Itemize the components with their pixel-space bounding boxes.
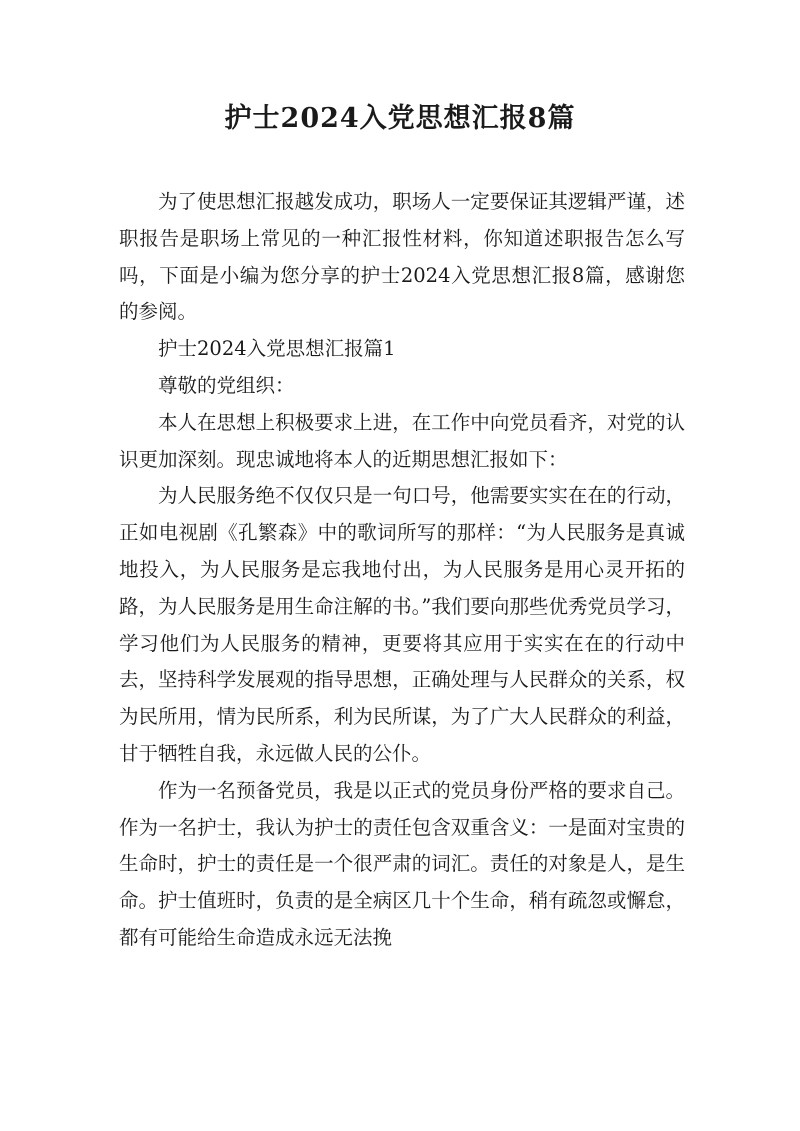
intro-paragraph: 为了使思想汇报越发成功，职场人一定要保证其逻辑严谨，述职报告是职场上常见的一种汇报性材料，你知道述职报告怎么写吗，下面是小编为您分享的护士2024入党思想汇报8篇，感谢您的参阅。 <box>119 190 685 324</box>
document-body <box>119 184 685 957</box>
body-paragraph: 本人在思想上积极要求上进，在工作中向党员看齐，对党的认识更加深刻。现忠诚地将本人的近期思想汇报如下： <box>119 410 685 471</box>
salutation: 尊敬的党组织： <box>158 373 295 397</box>
body-paragraph: 为人民服务绝不仅仅只是一句口号，他需要实实在在的行动，正如电视剧《孔繁森》中的歌词所写的那样：“为人民服务是真诚地投入，为人民服务是忘我地付出，为人民服务是用心灵开拓的路，为人民服务是用生命注解的书。”我们要向那些优秀党员学习，学习他们为人民服务的精神，更要将其应用于实实在在的行动中去，坚持科学发展观的指导思想，正确处理与人民群众的关系，权为民所用，情为民所系，利为民所谋，为了广大人民群众的利益，甘于牺牲自我，永远做人民的公仆。 <box>119 484 685 765</box>
section-heading: 护士2024入党思想汇报篇1 <box>158 337 396 361</box>
body-paragraph: 作为一名预备党员，我是以正式的党员身份严格的要求自己。作为一名护士，我认为护士的责任包含双重含义：一是面对宝贵的生命时，护士的责任是一个很严肃的词汇。责任的对象是人，是生命。护士值班时，负责的是全病区几十个生命，稍有疏忽或懈怠，都有可能给生命造成永远无法挽 <box>119 778 685 949</box>
document-title: 护士2024入党思想汇报8篇 <box>224 103 576 134</box>
